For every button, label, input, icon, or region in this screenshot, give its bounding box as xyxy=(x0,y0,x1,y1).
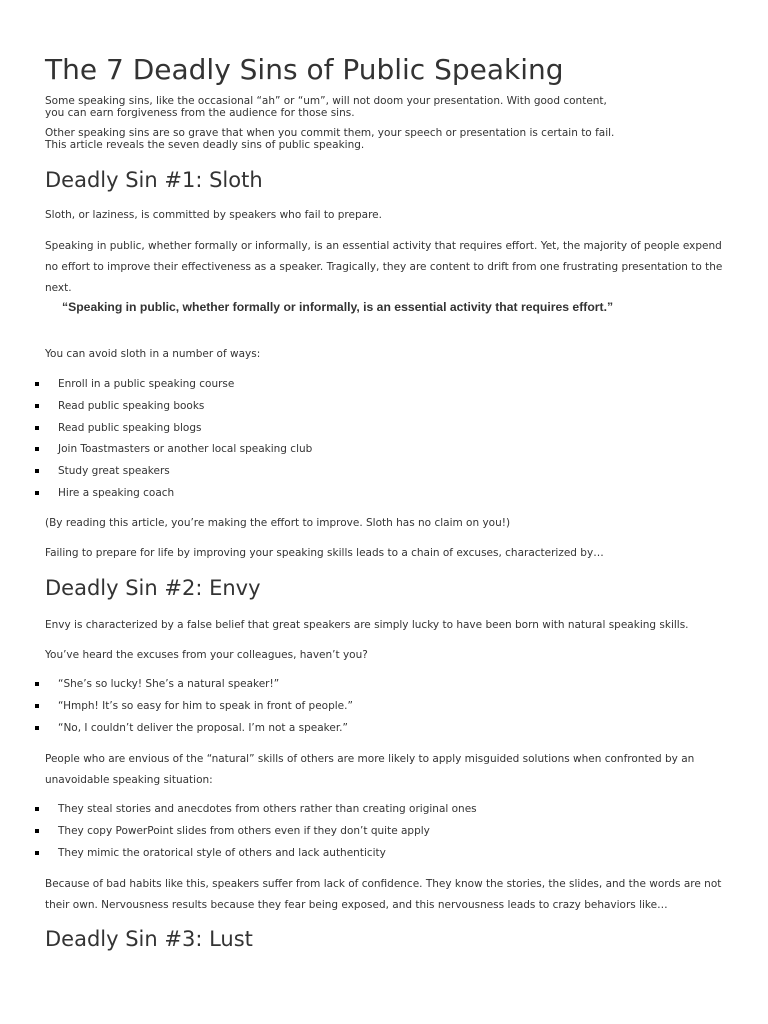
bullet-icon xyxy=(35,851,39,855)
sin3-heading: Deadly Sin #3: Lust xyxy=(45,927,253,951)
bullet-icon xyxy=(35,704,39,708)
list-item: Study great speakers xyxy=(35,461,312,483)
intro-paragraph-2: Other speaking sins are so grave that when you commit them, your speech or presentation is certain to fail. This article reveals the seven deadly sins of public speaking. xyxy=(45,127,615,151)
bullet-icon xyxy=(35,382,39,386)
list-item: They copy PowerPoint slides from others even if they don’t quite apply xyxy=(35,821,477,843)
envy-solutions-list xyxy=(35,799,477,864)
list-item: Read public speaking blogs xyxy=(35,418,312,440)
sin1-paragraph-1: Sloth, or laziness, is committed by speakers who fail to prepare. xyxy=(45,209,382,221)
list-item: Hire a speaking coach xyxy=(35,483,312,505)
sin2-paragraph-1: Envy is characterized by a false belief that great speakers are simply lucky to have been born with natural speaking skills. xyxy=(45,619,689,631)
bullet-icon xyxy=(35,491,39,495)
bullet-icon xyxy=(35,447,39,451)
sin2-heading: Deadly Sin #2: Envy xyxy=(45,576,261,600)
intro-paragraph-1: Some speaking sins, like the occasional “ah” or “um”, will not doom your presentation. With good content, you can earn forgiveness from the audience for those sins. xyxy=(45,95,607,119)
list-item: “Hmph! It’s so easy for him to speak in front of people.” xyxy=(35,696,353,718)
list-item: Join Toastmasters or another local speaking club xyxy=(35,439,312,461)
list-item: They mimic the oratorical style of others and lack authenticity xyxy=(35,843,477,865)
list-item: Enroll in a public speaking course xyxy=(35,374,312,396)
sloth-remedies-list xyxy=(35,374,312,505)
bullet-icon xyxy=(35,807,39,811)
list-item: “No, I couldn’t deliver the proposal. I’m not a speaker.” xyxy=(35,718,353,740)
sin1-paragraph-3: You can avoid sloth in a number of ways: xyxy=(45,348,261,360)
list-item: Read public speaking books xyxy=(35,396,312,418)
bullet-icon xyxy=(35,426,39,430)
sin1-paragraph-5: Failing to prepare for life by improving your speaking skills leads to a chain of excuses, characterized by… xyxy=(45,547,604,559)
sin1-heading: Deadly Sin #1: Sloth xyxy=(45,168,263,192)
bullet-icon xyxy=(35,829,39,833)
sin2-paragraph-3: People who are envious of the “natural” skills of others are more likely to apply misguided solutions when confronted by an unavoidable speaking situation: xyxy=(45,753,695,786)
page-title: The 7 Deadly Sins of Public Speaking xyxy=(45,53,564,86)
list-item: They steal stories and anecdotes from others rather than creating original ones xyxy=(35,799,477,821)
sin1-paragraph-4: (By reading this article, you’re making the effort to improve. Sloth has no claim on you!) xyxy=(45,517,511,529)
bullet-icon xyxy=(35,682,39,686)
sin2-paragraph-2: You’ve heard the excuses from your colleagues, haven’t you? xyxy=(45,649,368,661)
bullet-icon xyxy=(35,404,39,408)
list-item: “She’s so lucky! She’s a natural speaker!” xyxy=(35,674,353,696)
bullet-icon xyxy=(35,726,39,730)
envy-excuses-list xyxy=(35,674,353,739)
sin1-paragraph-2: Speaking in public, whether formally or informally, is an essential activity that requires effort. Yet, the majority of people expend no effort to improve their effectiveness as a speaker. Tragically, they are content to drift from one frustrating presentation to the next. xyxy=(45,240,723,294)
bullet-icon xyxy=(35,469,39,473)
pull-quote: “Speaking in public, whether formally or informally, is an essential activity that requires effort.” xyxy=(62,300,614,314)
sin2-paragraph-4: Because of bad habits like this, speakers suffer from lack of confidence. They know the stories, the slides, and the words are not their own. Nervousness results because they fear being exposed, and this nervousness leads to crazy behaviors like… xyxy=(45,878,722,911)
